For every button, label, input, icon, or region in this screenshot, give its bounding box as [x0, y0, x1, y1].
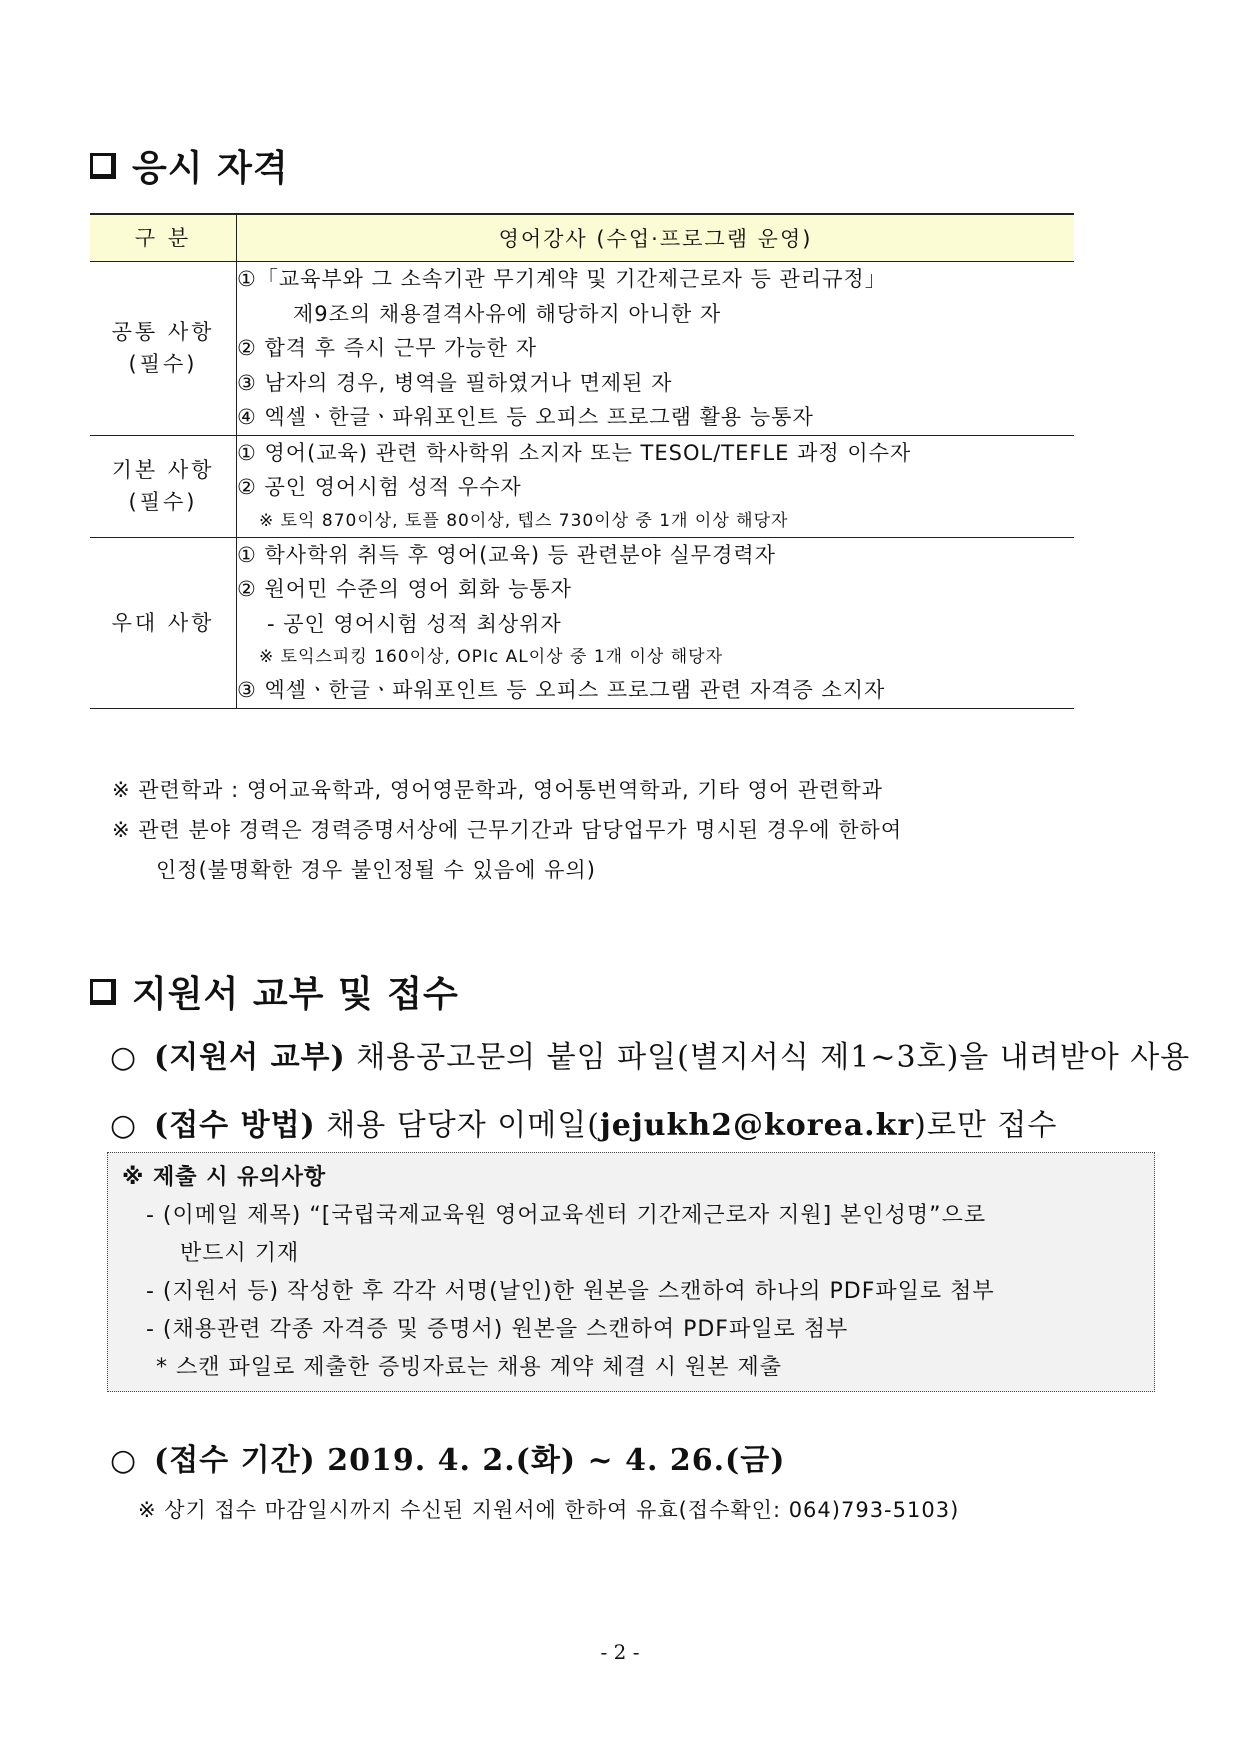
requirement-note: ※ 토익 870이상, 토플 80이상, 텝스 730이상 중 1개 이상 해당자	[259, 510, 789, 531]
section-heading-application	[90, 966, 459, 1017]
caution-title: ※ 제출 시 유의사항	[122, 1165, 327, 1190]
requirement-item: ③ 남자의 경우, 병역을 필하였거나 면제된 자	[237, 370, 673, 395]
category-sub-label: (필수)	[128, 490, 198, 514]
method-line	[110, 1100, 1057, 1144]
note-line: 인정(불명확한 경우 불인정될 수 있음에 유의)	[156, 858, 596, 882]
requirement-item: ①「교육부와 그 소속기관 무기계약 및 기간제근로자 등 관리규정」	[237, 267, 887, 291]
contact-email: jejukh2@korea.kr	[599, 1108, 915, 1143]
requirement-item: 제9조의 채용결격사유에 해당하지 아니한 자	[293, 301, 722, 326]
category-label: 우대 사항	[111, 610, 215, 635]
distribution-text: 채용공고문의 붙임 파일(별지서식 제1~3호)을 내려받아 사용	[345, 1040, 1191, 1075]
circle-bullet-icon: ○	[110, 1108, 138, 1143]
table-row-common	[90, 262, 1074, 436]
caution-line: - (지원서 등) 작성한 후 각각 서명(날인)한 원본을 스캔하여 하나의 PDF파일로 첨부	[146, 1279, 995, 1304]
requirement-list	[237, 262, 1075, 436]
qualification-table	[90, 213, 1074, 709]
page-number: - 2 -	[600, 1640, 640, 1664]
requirement-sub-item: - 공인 영어시험 성적 최상위자	[267, 611, 562, 636]
checkbox-square-icon	[90, 979, 116, 1005]
caution-line: 반드시 기재	[180, 1241, 300, 1266]
section-title: 응시 자격	[132, 148, 289, 189]
requirement-item: ② 공인 영어시험 성적 우수자	[237, 475, 522, 499]
note-line: ※ 관련학과 : 영어교육학과, 영어영문학과, 영어통번역학과, 기타 영어 관련학과	[112, 778, 883, 802]
requirement-list	[237, 435, 1075, 537]
period-text: 2019. 4. 2.(화) ~ 4. 26.(금)	[315, 1443, 786, 1478]
table-row-basic	[90, 435, 1074, 537]
category-label: 공통 사항	[111, 320, 215, 345]
period-note: ※ 상기 접수 마감일시까지 수신된 지원서에 한하여 유효(접수확인: 064)793-5103)	[138, 1498, 960, 1522]
category-cell	[90, 262, 237, 436]
requirement-item: ④ 엑셀ㆍ한글ㆍ파워포인트 등 오피스 프로그램 활용 능통자	[237, 405, 814, 429]
method-label: (접수 방법)	[154, 1108, 316, 1143]
period-line	[110, 1435, 785, 1479]
distribution-line	[110, 1032, 1190, 1076]
checkbox-square-icon	[90, 153, 116, 179]
section-heading-qualification	[90, 140, 289, 191]
header-category: 구 분	[90, 214, 237, 262]
requirement-item: ① 영어(교육) 관련 학사학위 소지자 또는 TESOL/TEFLE 과정 이수자	[237, 440, 912, 465]
distribution-label: (지원서 교부)	[154, 1040, 346, 1075]
circle-bullet-icon: ○	[110, 1040, 138, 1075]
table-header-row	[90, 214, 1074, 262]
caution-line: * 스캔 파일로 제출한 증빙자료는 채용 계약 체결 시 원본 제출	[156, 1355, 782, 1380]
category-cell	[90, 537, 237, 708]
caution-box	[107, 1152, 1155, 1392]
category-cell	[90, 435, 237, 537]
circle-bullet-icon: ○	[110, 1443, 138, 1478]
requirement-item: ② 합격 후 즉시 근무 가능한 자	[237, 336, 538, 360]
notes	[112, 770, 902, 890]
requirement-item: ② 원어민 수준의 영어 회화 능통자	[237, 577, 572, 601]
category-sub-label: (필수)	[128, 352, 198, 377]
section-title: 지원서 교부 및 접수	[132, 974, 459, 1015]
caution-line: - (채용관련 각종 자격증 및 증명서) 원본을 스캔하여 PDF파일로 첨부	[146, 1317, 849, 1342]
category-label: 기본 사항	[111, 458, 215, 482]
note-line: ※ 관련 분야 경력은 경력증명서상에 근무기간과 담당업무가 명시된 경우에 한하여	[112, 818, 903, 842]
requirement-item: ③ 엑셀ㆍ한글ㆍ파워포인트 등 오피스 프로그램 관련 자격증 소지자	[237, 678, 886, 702]
caution-line: - (이메일 제목) “[국립국제교육원 영어교육센터 기간제근로자 지원] 본인성명”으로	[146, 1203, 987, 1228]
period-label: (접수 기간)	[154, 1443, 316, 1478]
requirement-item: ① 학사학위 취득 후 영어(교육) 등 관련분야 실무경력자	[237, 542, 776, 567]
header-position: 영어강사 (수업·프로그램 운영)	[237, 214, 1075, 262]
requirement-list	[237, 537, 1075, 708]
method-text-end: )로만 접수	[914, 1108, 1058, 1143]
table-row-preferred	[90, 537, 1074, 708]
method-text: 채용 담당자 이메일(	[315, 1108, 600, 1143]
requirement-note: ※ 토익스피킹 160이상, OPIc AL이상 중 1개 이상 해당자	[259, 647, 723, 667]
